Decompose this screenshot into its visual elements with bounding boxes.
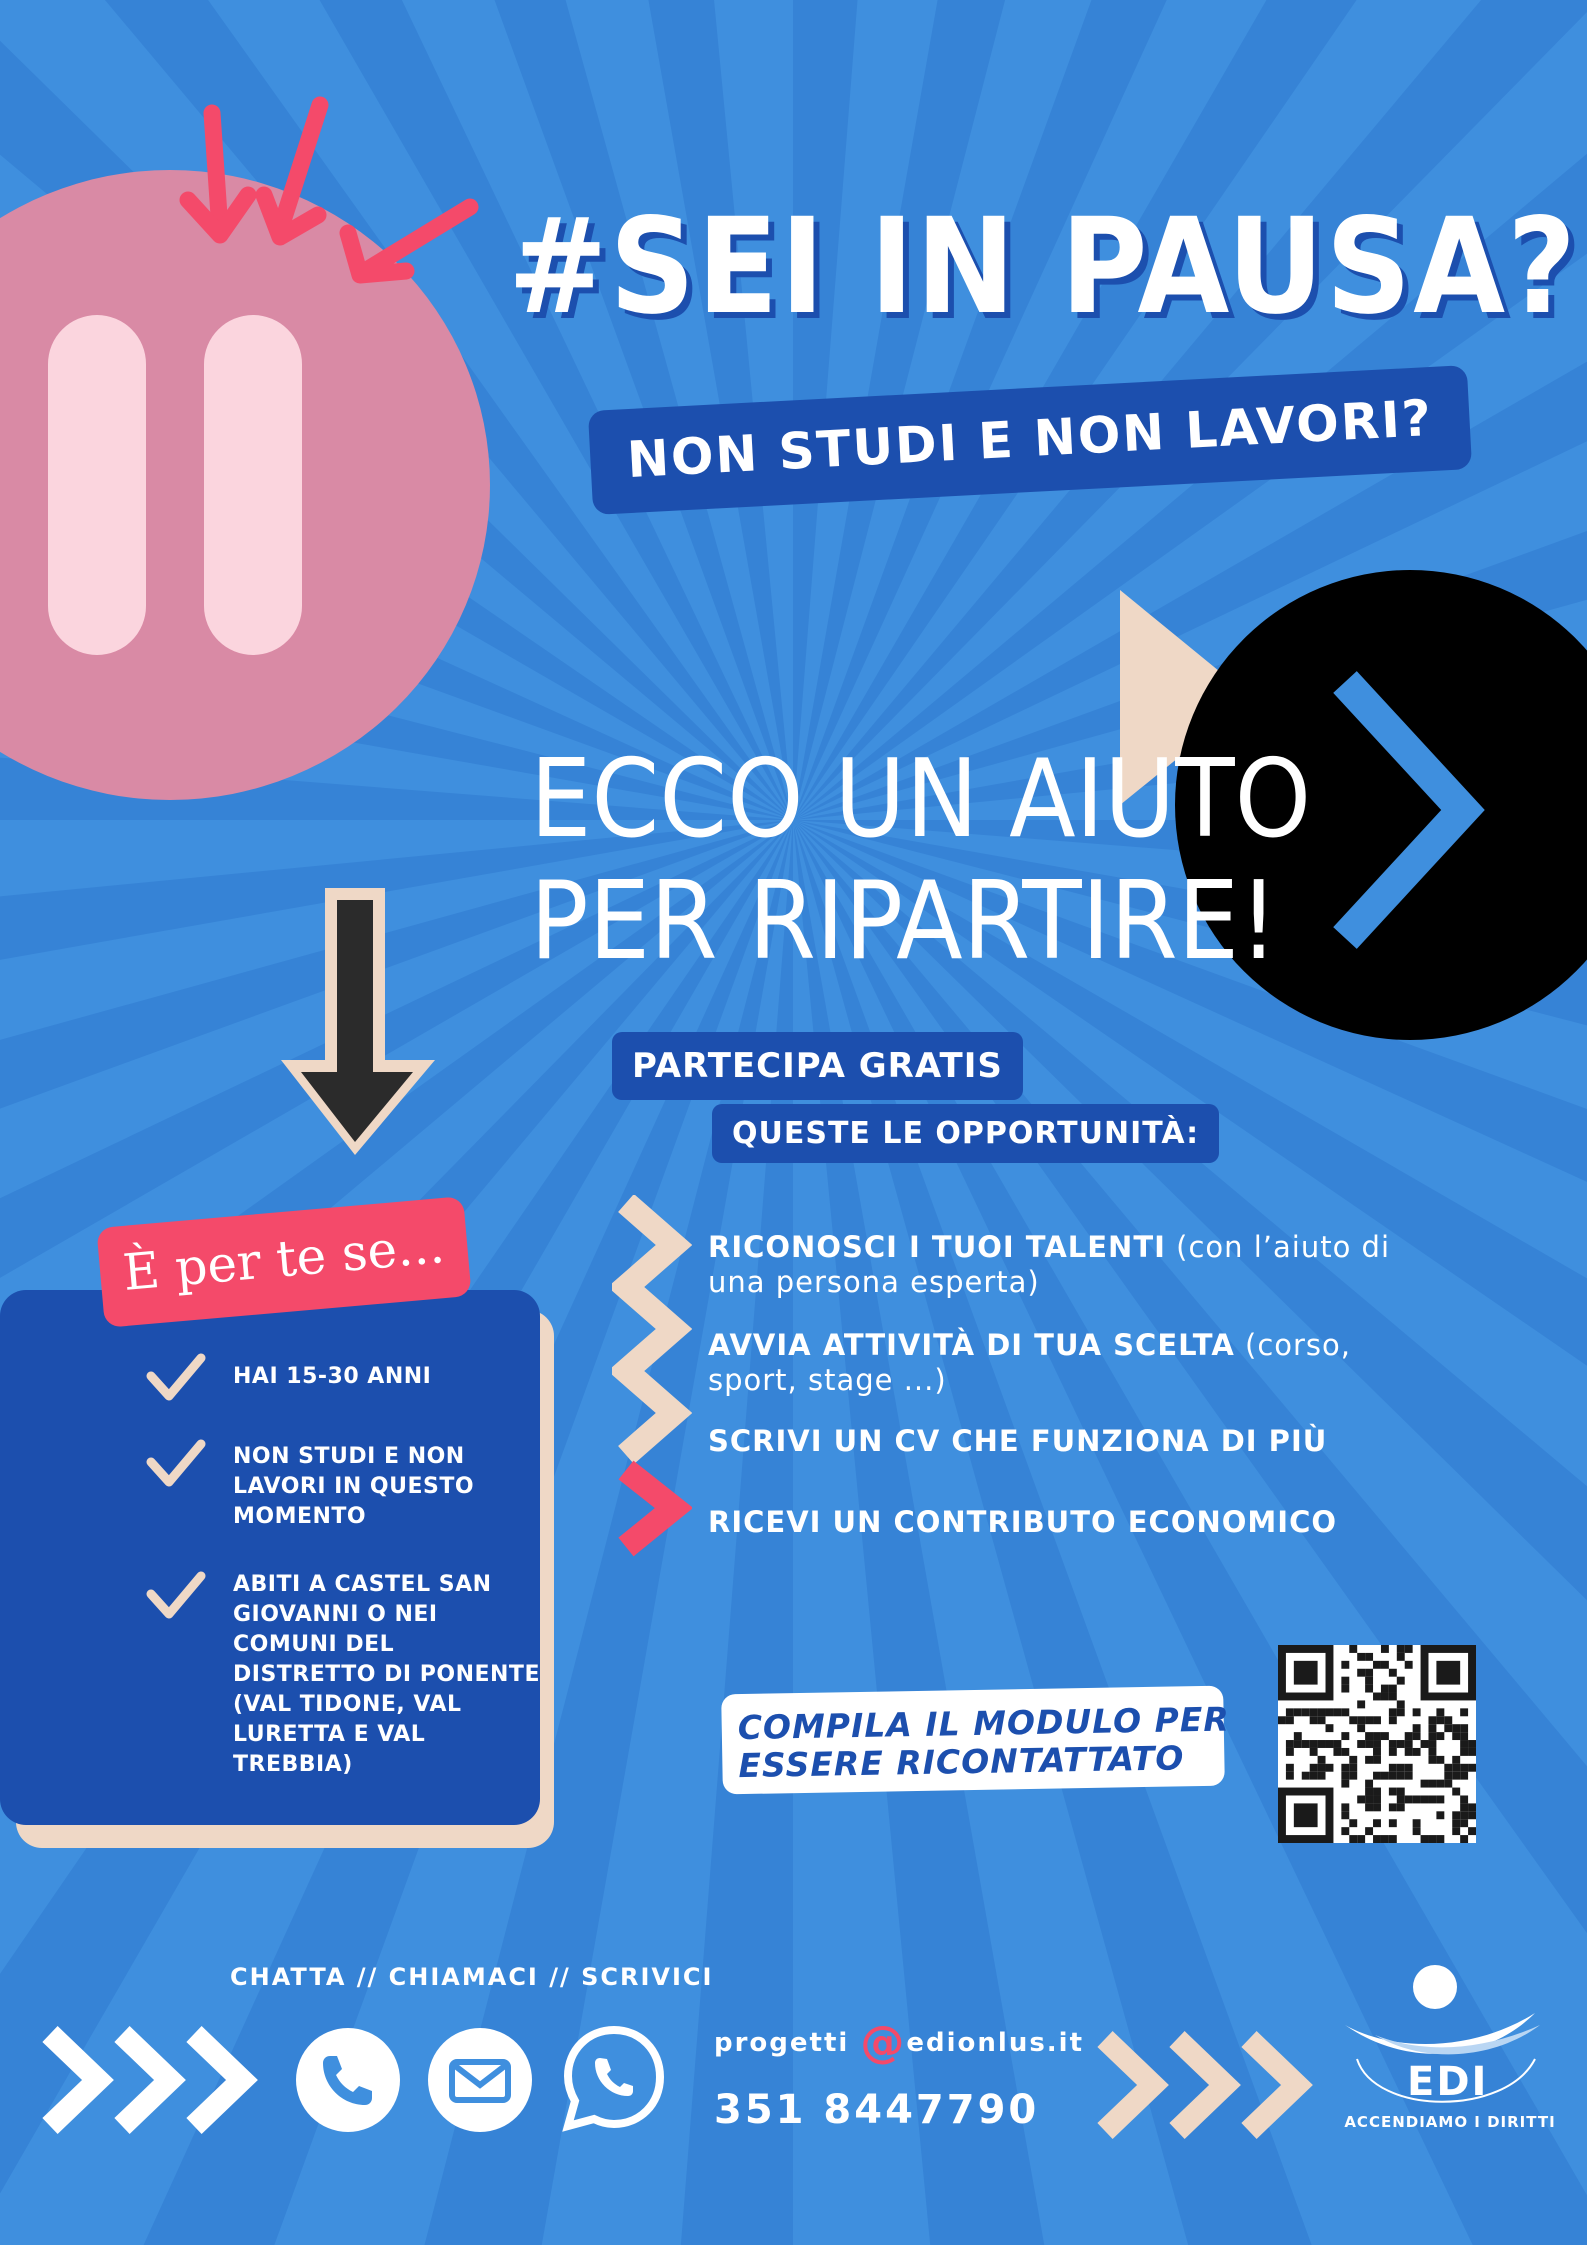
- email-user: progetti: [714, 2028, 850, 2058]
- phone-glyph: [296, 2028, 400, 2132]
- form-cta-button[interactable]: [721, 1686, 1231, 1795]
- form-cta-line-1: COMPILA IL MODULO PER: [737, 1699, 1231, 1748]
- pause-bar-right: [204, 315, 302, 655]
- edi-logo-tagline: ACCENDIAMO I DIRITTI: [1344, 2113, 1556, 2131]
- edi-logo-name: EDI: [1407, 2059, 1489, 2105]
- attention-arrows-icon: [170, 95, 490, 295]
- chevron-right-icon: [1325, 670, 1505, 950]
- phone-icon[interactable]: [296, 2028, 400, 2132]
- zigzag-bullets: [612, 1195, 692, 1575]
- form-cta-line-2: ESSERE RICONTATTATO: [738, 1738, 1185, 1786]
- qr-code[interactable]: [1278, 1645, 1476, 1843]
- opportunity-item: AVVIA ATTIVITÀ DI TUA SCELTA (corso, sport, stage ...): [708, 1328, 1351, 1397]
- free-badge: PARTECIPA GRATIS: [612, 1032, 1023, 1100]
- email-domain: edionlus.it: [906, 2028, 1085, 2058]
- hero-line-1: ECCO UN AIUTO: [530, 737, 1312, 862]
- contact-label: CHATTA // CHIAMACI // SCRIVICI: [230, 1963, 714, 1991]
- at-icon: @: [860, 2017, 907, 2068]
- contact-phone[interactable]: 351 8447790: [714, 2087, 1040, 2133]
- checkmark-icon: [145, 1438, 207, 1490]
- mail-icon[interactable]: [428, 2028, 532, 2132]
- criteria-item: NON STUDI E NON LAVORI IN QUESTO MOMENTO: [233, 1444, 475, 1529]
- mail-glyph: [428, 2028, 532, 2132]
- opportunities-badge: QUESTE LE OPPORTUNITÀ:: [712, 1104, 1219, 1163]
- hero-line-2: PER RIPARTIRE!: [530, 859, 1278, 984]
- checkmark-icon: [145, 1570, 207, 1622]
- subtitle-text: NON STUDI E NON LAVORI?: [625, 388, 1435, 490]
- opportunity-item: RICONOSCI I TUOI TALENTI (con l’aiuto di una persona esperta): [708, 1230, 1391, 1299]
- pause-bar-left: [48, 315, 146, 655]
- opportunity-item: RICEVI UN CONTRIBUTO ECONOMICO: [708, 1505, 1338, 1539]
- criteria-item: HAI 15-30 ANNI: [233, 1364, 432, 1389]
- criteria-item: ABITI A CASTEL SAN GIOVANNI O NEI COMUNI DEL DISTRETTO DI PONENTE (VAL TIDONE, VAL LURETTA E VAL TREBBIA): [233, 1572, 540, 1777]
- arrow-down-icon: [275, 880, 445, 1160]
- checkmark-icon: [145, 1352, 207, 1404]
- edi-logo: [1335, 1955, 1565, 2155]
- opportunity-item: SCRIVI UN CV CHE FUNZIONA DI PIÙ: [708, 1424, 1328, 1458]
- triple-chevron-icon: [40, 2020, 270, 2140]
- whatsapp-icon[interactable]: [560, 2024, 668, 2134]
- page-title: #SEI IN PAUSA?: [508, 190, 1579, 344]
- triple-chevron-beige-icon: [1095, 2025, 1325, 2145]
- for-you-tag-text: È per te se...: [120, 1216, 447, 1302]
- contact-email[interactable]: [714, 2017, 1084, 2068]
- eligibility-card: [0, 1290, 540, 1825]
